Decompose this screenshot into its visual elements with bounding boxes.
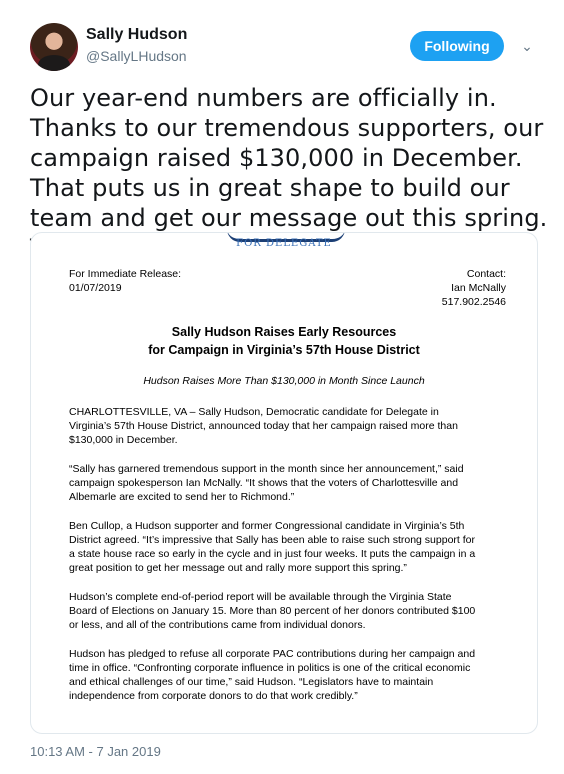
paragraph-line: great position to get her message out and rally more support this spring.” (69, 562, 407, 574)
contact-label: Contact: (466, 268, 506, 280)
author-name[interactable]: Sally Hudson (86, 26, 188, 43)
author-avatar[interactable] (30, 23, 78, 71)
author-handle[interactable]: @SallyLHudson (86, 48, 187, 64)
subhead: Hudson Raises More Than $130,000 in Month Since Launch (143, 375, 425, 387)
paragraph-line: $130,000 in December. (69, 434, 178, 446)
tweet-header (0, 0, 564, 80)
paragraph-line: Board of Elections on January 15. More than 80 percent of her donors contributed $100 (69, 605, 476, 617)
headline-line-1: Sally Hudson Raises Early Resources (171, 325, 397, 339)
contact-name: Ian McNally (451, 282, 506, 294)
paragraph-line: Albemarle are excited to send her to Richmond.” (69, 491, 295, 503)
paragraph-line: Ben Cullop, a Hudson supporter and former Congressional candidate in Virginia’s 5th (69, 520, 465, 532)
tweet-text: Our year-end numbers are officially in. Thanks to our tremendous supporters, our campaign raised $130,000 in December. That puts us in great shape to build our team and get our message out this spring. (30, 84, 548, 232)
paragraph-line: CHARLOTTESVILLE, VA – Sally Hudson, Democratic candidate for Delegate in (69, 406, 439, 418)
paragraph-line: “Sally has garnered tremendous support in the month since her announcement,” said (69, 463, 464, 475)
paragraph-line: time in office. “Confronting corporate influence in politics is one of the critical economic (69, 662, 471, 674)
paragraph-line: campaign spokesperson Ian McNally. “It shows that the voters of Charlottesville and (69, 477, 459, 489)
paragraph-line: Hudson has pledged to refuse all corporate PAC contributions during her campaign and (69, 648, 476, 660)
paragraph-line: and ethical challenges of our time,” said Hudson. “Legislators have to maintain (69, 676, 434, 688)
paragraph-line: a state house race so early in the cycle and in just four weeks. It puts the campaign in a (69, 548, 476, 560)
logo-subtitle: FOR DELEGATE (236, 238, 332, 249)
contact-phone: 517.902.2546 (441, 296, 506, 308)
press-release-image[interactable] (30, 232, 538, 734)
paragraph-line: Virginia’s 57th House District, announced today that her campaign raised more than (69, 420, 458, 432)
release-label: For Immediate Release: (69, 268, 182, 280)
following-button[interactable]: Following (410, 31, 504, 61)
paragraph-line: or less, and all of the contributions came from individual donors. (69, 619, 366, 631)
paragraph-line: Hudson’s complete end-of-period report will be available through the Virginia State (69, 591, 452, 603)
chevron-down-icon[interactable]: ⌄ (521, 37, 533, 54)
paragraph-line: District agreed. “It’s impressive that Sally has been able to raise such strong support for (69, 534, 475, 546)
tweet-timestamp[interactable]: 10:13 AM - 7 Jan 2019 (30, 744, 161, 759)
release-date: 01/07/2019 (69, 282, 122, 294)
headline-line-2: for Campaign in Virginia’s 57th House District (148, 343, 420, 357)
campaign-logo (31, 233, 537, 259)
paragraph-line: independence from corporate donors to do that work credibly.” (69, 690, 358, 702)
